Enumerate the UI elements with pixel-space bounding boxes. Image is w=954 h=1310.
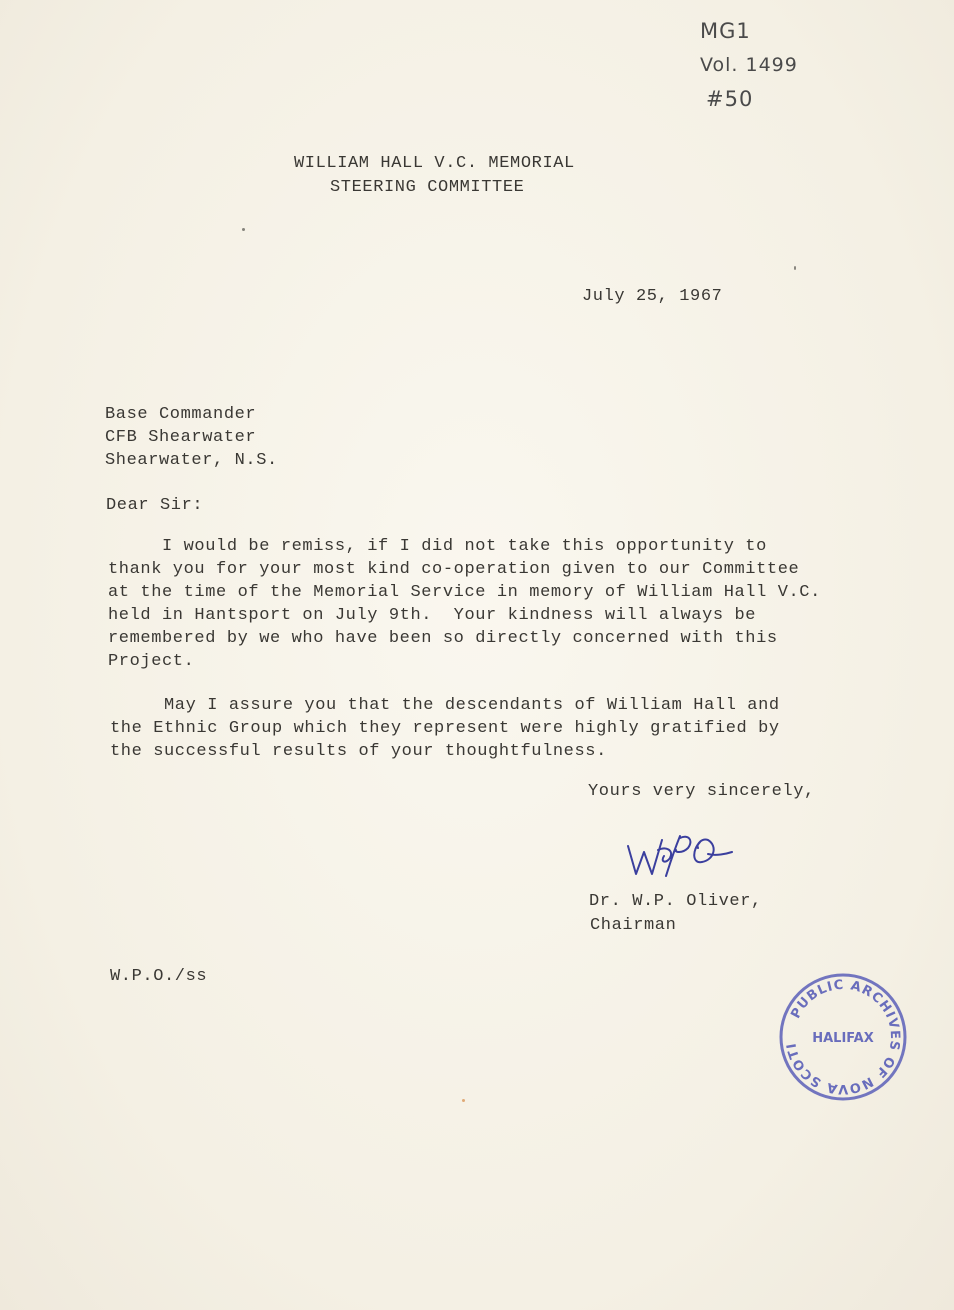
letter-date: July 25, 1967: [582, 287, 723, 306]
body-line: remembered by we who have been so directly concerned with this: [108, 629, 778, 648]
reference-initials: W.P.O./ss: [110, 967, 208, 986]
body-line: thank you for your most kind co-operation given to our Committee: [108, 560, 800, 579]
handwritten-signature: [622, 826, 742, 891]
signatory-name: Dr. W.P. Oliver,: [589, 892, 762, 911]
archive-ref-line2: Vol. 1499: [700, 54, 798, 76]
archive-reference-note: [700, 14, 798, 116]
letterhead-line1: WILLIAM HALL V.C. MEMORIAL: [294, 154, 575, 173]
archive-ref-line1: MG1: [700, 19, 751, 43]
salutation: Dear Sir:: [106, 496, 204, 515]
archive-ref-line3: #50: [706, 87, 754, 111]
body-paragraph-1: [108, 535, 821, 673]
archives-stamp: [776, 970, 910, 1109]
body-line: held in Hantsport on July 9th. Your kindness will always be: [108, 606, 757, 625]
body-line: at the time of the Memorial Service in memory of William Hall V.C.: [108, 583, 821, 602]
stamp-center-text: HALIFAX: [812, 1031, 874, 1046]
recipient-line1: Base Commander: [105, 405, 257, 424]
body-line: I would be remiss, if I did not take this opportunity to: [108, 537, 767, 556]
paper-speck: [242, 228, 245, 231]
body-line: the successful results of your thoughtfulness.: [110, 742, 607, 761]
body-line: May I assure you that the descendants of William Hall and: [110, 696, 780, 715]
closing: Yours very sincerely,: [588, 782, 815, 801]
body-line: the Ethnic Group which they represent were highly gratified by: [110, 719, 780, 738]
letterhead-line2: STEERING COMMITTEE: [330, 178, 525, 197]
body-line: Project.: [108, 652, 195, 671]
signatory-title: Chairman: [590, 916, 677, 935]
stamp-ring-text: PUBLIC ARCHIVES OF NOVA SCOTI: [784, 977, 903, 1097]
paper-speck: [794, 266, 796, 270]
paper-speck: [462, 1099, 465, 1102]
recipient-line3: Shearwater, N.S.: [105, 451, 278, 470]
recipient-line2: CFB Shearwater: [105, 428, 257, 447]
body-paragraph-2: [110, 694, 780, 763]
